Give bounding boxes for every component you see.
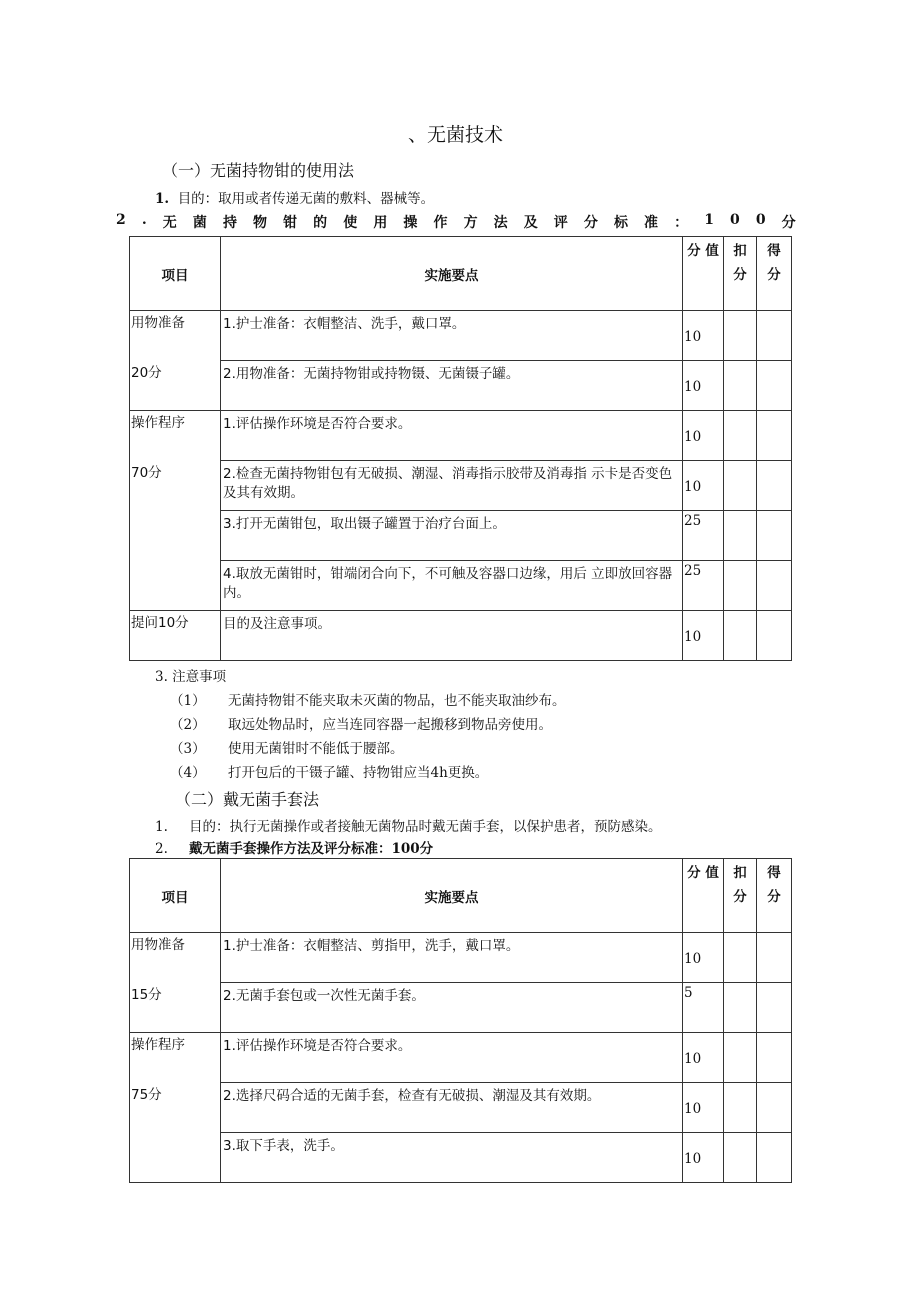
standard-char: 无 (162, 215, 177, 231)
point-cell: 2.无菌手套包或一次性无菌手套。 (221, 983, 683, 1033)
score-cell: 25 (683, 561, 724, 611)
standard-char: 菌 (192, 215, 207, 231)
point-cell: 1.评估操作环境是否符合要求。 (221, 411, 683, 461)
standard-char: 标 (613, 215, 628, 231)
table-row (130, 561, 792, 611)
sterile-forceps-score-table (129, 236, 792, 661)
note-item: （4） 打开包后的干镊子罐、持物钳应当4h更换。 (170, 765, 489, 781)
got-cell (757, 1033, 792, 1083)
point-cell: 1.护士准备：衣帽整洁、洗手，戴口罩。 (221, 311, 683, 361)
section1-purpose (155, 187, 434, 207)
standard-char: 法 (493, 215, 508, 231)
deduct-cell (724, 561, 757, 611)
category-cell: 操作程序 70分 (130, 411, 221, 611)
got-cell (757, 461, 792, 511)
standard-char: 的 (313, 215, 328, 231)
deduct-cell (724, 1083, 757, 1133)
header-points: 实施要点 (221, 859, 683, 933)
point-cell: 1.评估操作环境是否符合要求。 (221, 1033, 683, 1083)
table-row (130, 933, 792, 983)
got-cell (757, 411, 792, 461)
table-row (130, 361, 792, 411)
table-header-row (130, 237, 792, 311)
table-row (130, 1033, 792, 1083)
note-item: （1） 无菌持物钳不能夹取未灭菌的物品，也不能夹取油纱布。 (170, 693, 566, 709)
standard-char: 分 (781, 215, 796, 231)
section1-standard-title (116, 212, 796, 232)
score-cell: 10 (683, 411, 724, 461)
section2-standard-title: 2. 戴无菌手套操作方法及评分标准：100分 (155, 841, 434, 857)
got-cell (757, 1083, 792, 1133)
standard-char: 操 (403, 215, 418, 231)
standard-char: 及 (523, 215, 538, 231)
standard-char: 0 (755, 212, 766, 228)
table-row (130, 311, 792, 361)
header-deduct: 扣 分 (724, 859, 757, 933)
got-cell (757, 933, 792, 983)
standard-char: 用 (373, 215, 388, 231)
header-score: 分 值 (683, 237, 724, 311)
got-cell (757, 311, 792, 361)
got-cell (757, 983, 792, 1033)
score-cell: 10 (683, 1083, 724, 1133)
table-row (130, 1083, 792, 1133)
point-cell: 2.选择尺码合适的无菌手套，检查有无破损、潮湿及其有效期。 (221, 1083, 683, 1133)
point-cell: 1.护士准备：衣帽整洁、剪指甲，洗手，戴口罩。 (221, 933, 683, 983)
header-deduct: 扣 分 (724, 237, 757, 311)
page-title: 、无菌技术 (408, 124, 504, 146)
purpose-number: 1. (155, 191, 170, 207)
deduct-cell (724, 311, 757, 361)
standard-char: 1 (704, 212, 714, 228)
score-cell: 10 (683, 933, 724, 983)
standard-char: 使 (343, 215, 358, 231)
got-cell (757, 1133, 792, 1183)
standard-char: 2 (116, 212, 126, 228)
standard-char: ： (674, 215, 689, 231)
header-points: 实施要点 (221, 237, 683, 311)
purpose-text: 目的：取用或者传递无菌的敷料、器械等。 (177, 191, 435, 207)
standard-char: 方 (463, 215, 478, 231)
table-row (130, 411, 792, 461)
point-cell: 2.用物准备：无菌持物钳或持物镊、无菌镊子罐。 (221, 361, 683, 411)
point-cell: 2.检查无菌持物钳包有无破损、潮湿、消毒指示胶带及消毒指 示卡是否变色及其有效期。 (221, 461, 683, 511)
standard-char: 作 (433, 215, 448, 231)
deduct-cell (724, 411, 757, 461)
category-cell: 提问10分 (130, 611, 221, 661)
header-item: 项目 (130, 237, 221, 311)
standard-char: 钳 (283, 215, 298, 231)
section2-purpose: 1. 目的：执行无菌操作或者接触无菌物品时戴无菌手套，以保护患者，预防感染。 (155, 819, 662, 835)
standard-char: 物 (253, 215, 268, 231)
table-row (130, 983, 792, 1033)
header-got: 得 分 (757, 237, 792, 311)
section2-heading: （二）戴无菌手套法 (175, 790, 320, 809)
score-cell: 25 (683, 511, 724, 561)
deduct-cell (724, 983, 757, 1033)
category-cell: 操作程序 75分 (130, 1033, 221, 1183)
standard-char: 准 (644, 215, 659, 231)
score-cell: 10 (683, 1133, 724, 1183)
table-row (130, 461, 792, 511)
score-cell: 10 (683, 461, 724, 511)
got-cell (757, 611, 792, 661)
deduct-cell (724, 933, 757, 983)
header-item: 项目 (130, 859, 221, 933)
score-cell: 10 (683, 1033, 724, 1083)
got-cell (757, 561, 792, 611)
deduct-cell (724, 1133, 757, 1183)
table-row (130, 511, 792, 561)
point-cell: 目的及注意事项。 (221, 611, 683, 661)
standard-char: 持 (222, 215, 237, 231)
note-item: （3） 使用无菌钳时不能低于腰部。 (170, 741, 404, 757)
table-row (130, 1133, 792, 1183)
score-cell: 10 (683, 361, 724, 411)
standard-char: 评 (553, 215, 568, 231)
got-cell (757, 511, 792, 561)
score-cell: 10 (683, 311, 724, 361)
score-cell: 10 (683, 611, 724, 661)
point-cell: 3.取下手表，洗手。 (221, 1133, 683, 1183)
category-cell: 用物准备 15分 (130, 933, 221, 1033)
score-cell: 5 (683, 983, 724, 1033)
section1-heading: （一）无菌持物钳的使用法 (162, 161, 355, 180)
deduct-cell (724, 361, 757, 411)
standard-char: . (141, 212, 147, 228)
deduct-cell (724, 461, 757, 511)
deduct-cell (724, 511, 757, 561)
got-cell (757, 361, 792, 411)
note-item: （2） 取远处物品时，应当连同容器一起搬移到物品旁使用。 (170, 717, 552, 733)
deduct-cell (724, 1033, 757, 1083)
standard-char: 0 (730, 212, 740, 228)
table-row (130, 611, 792, 661)
table-header-row (130, 859, 792, 933)
header-score: 分 值 (683, 859, 724, 933)
deduct-cell (724, 611, 757, 661)
notes-title: 3. 注意事项 (155, 669, 227, 685)
point-cell: 3.打开无菌钳包，取出镊子罐置于治疗台面上。 (221, 511, 683, 561)
category-cell: 用物准备 20分 (130, 311, 221, 411)
point-cell: 4.取放无菌钳时，钳端闭合向下，不可触及容器口边缘，用后 立即放回容器内。 (221, 561, 683, 611)
header-got: 得 分 (757, 859, 792, 933)
standard-char: 分 (583, 215, 598, 231)
sterile-gloves-score-table (129, 858, 792, 1183)
